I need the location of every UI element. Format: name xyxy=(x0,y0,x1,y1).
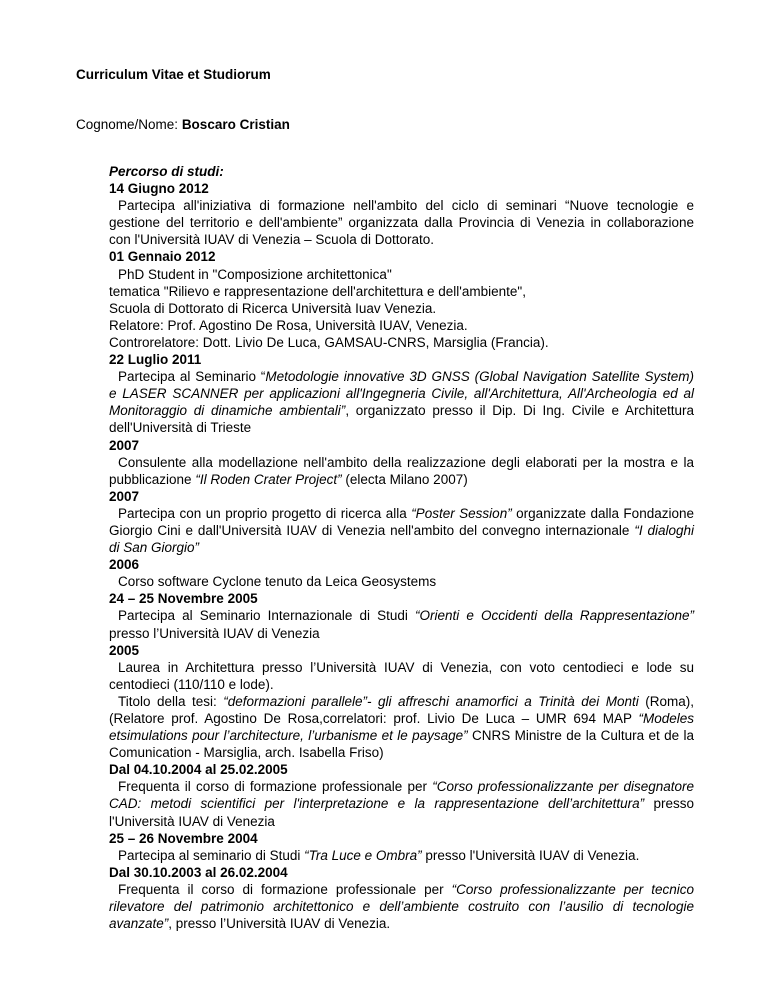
entry-text: Relatore: Prof. Agostino De Rosa, Università IUAV, Venezia. xyxy=(109,317,468,333)
entry-text-part: (Roma), (Relatore prof. Agostino De Rosa,correlatori: prof. Livio De Luca – UMR 694 MAP xyxy=(109,693,695,726)
entry-text: PhD Student in "Composizione architettonica" xyxy=(118,266,392,282)
entry-date: 22 Luglio 2011 xyxy=(109,352,202,368)
entry-text-part: (electa Milano 2007) xyxy=(341,471,468,487)
entry-text xyxy=(109,778,694,829)
entry-text: Scuola di Dottorato di Ricerca Università Iuav Venezia. xyxy=(109,300,437,316)
entry-date: 2005 xyxy=(109,642,140,658)
entry-date: 01 Gennaio 2012 xyxy=(109,249,216,265)
entry-date: 24 – 25 Novembre 2005 xyxy=(109,591,258,607)
entry-text-part: presso l'Università IUAV di Venezia xyxy=(109,796,694,829)
entry-text: tematica "Rilievo e rappresentazione dell'architettura e dell'ambiente", xyxy=(109,283,526,299)
entry-text-part: presso l’Università IUAV di Venezia xyxy=(109,625,320,641)
name-label: Cognome/Nome: xyxy=(76,117,182,132)
entry-date: 25 – 26 Novembre 2004 xyxy=(109,830,258,846)
entry-text-part: CNRS Ministre de la Cultura et de la Comunication - Marsiglia, arch. Isabella Friso) xyxy=(109,728,694,761)
entry-text-part: Partecipa al seminario di Studi xyxy=(118,847,305,863)
entry-text xyxy=(109,847,694,864)
entry-title: “Poster Session” xyxy=(411,505,512,521)
entry-text-part: Partecipa al Seminario Internazionale di Studi xyxy=(118,608,415,624)
entry-text-part: Partecipa al Seminario “ xyxy=(118,369,266,385)
entry-title: Metodologie innovative 3D GNSS (Global Navigation Satellite System) e LASER SCANNER per applicazioni all'Ingegneria Civile, all'Architettura, All'Archeologia ed al Monitoraggio di dinamiche ambientali” xyxy=(109,369,694,419)
studies-section xyxy=(109,163,694,932)
entry-title: “Orienti e Occidenti della Rappresentazione” xyxy=(414,608,694,624)
entry-title: “Il Roden Crater Project” xyxy=(195,471,342,487)
entry-text-part: Titolo della tesi: xyxy=(118,693,224,709)
entry-text xyxy=(109,505,694,556)
entry-title: “Corso professionalizzante per tecnico rilevatore del patrimonio architettonico e dell’ambiente costruito con l’ausilio di tecnologie avanzate” xyxy=(109,881,694,932)
entry-title: “Corso professionalizzante per disegnatore CAD: metodi scientifici per l'interpretazione e la rappresentazione dell’architettura” xyxy=(109,779,694,812)
entry-text-part: presso l'Università IUAV di Venezia. xyxy=(421,847,640,863)
entry-title: “Tra Luce e Ombra” xyxy=(304,847,422,863)
entry-text-part: Partecipa con un proprio progetto di ricerca alla xyxy=(118,505,412,521)
entry-text: Corso software Cyclone tenuto da Leica Geosystems xyxy=(118,574,437,590)
lab-title: “Modeles etsimulations pour l’architecture, l’urbanisme et le paysage” xyxy=(109,711,694,744)
entry-text xyxy=(109,881,694,932)
entry-text-part: Frequenta il corso di formazione professionale per xyxy=(118,779,433,795)
name-line xyxy=(76,116,290,134)
entry-text xyxy=(109,607,694,641)
entry-text-part: Frequenta il corso di formazione professionale per xyxy=(118,881,452,897)
entry-date: 2006 xyxy=(109,557,140,573)
entry-date: 14 Giugno 2012 xyxy=(109,181,209,197)
entry-title: “I dialoghi di San Giorgio” xyxy=(109,522,694,556)
document-title: Curriculum Vitae et Studiorum xyxy=(76,67,271,82)
entry-text-part: organizzate dalla Fondazione Giorgio Cini e dall'Università IUAV di Venezia nell'ambito del convegno internazionale xyxy=(109,505,694,538)
entry-date: 2007 xyxy=(109,437,140,453)
entry-text xyxy=(109,368,694,436)
entry-text xyxy=(109,454,694,488)
entry-date: Dal 30.10.2003 al 26.02.2004 xyxy=(109,864,288,880)
studies-heading: Percorso di studi: xyxy=(109,164,224,179)
entry-text-part: , presso l’Università IUAV di Venezia. xyxy=(168,916,391,932)
entry-date: 2007 xyxy=(109,488,140,504)
entry-text-part: , organizzato presso il Dip. Di Ing. Civile e Architettura dell'Università di Trieste xyxy=(109,403,695,436)
thesis-title: “deformazioni parallele”- gli affreschi anamorfici a Trinità dei Monti xyxy=(223,693,639,709)
entry-text-part: Consulente alla modellazione nell'ambito della realizzazione degli elaborati per la mostra e la pubblicazione xyxy=(109,454,694,487)
entry-date: Dal 04.10.2004 al 25.02.2005 xyxy=(109,762,288,778)
entry-text: Laurea in Architettura presso l’Università IUAV di Venezia, con voto centodieci e lode su centodieci (110/110 e lode). xyxy=(109,659,694,692)
name-value: Boscaro Cristian xyxy=(181,117,290,132)
entry-text: Controrelatore: Dott. Livio De Luca, GAMSAU-CNRS, Marsiglia (Francia). xyxy=(109,334,549,350)
entry-text: Partecipa all'iniziativa di formazione nell'ambito del ciclo di seminari “Nuove tecnologie e gestione del territorio e dell'ambiente” organizzata dalla Provincia di Venezia in collaborazione con l'Università IUAV di Venezia – Scuola di Dottorato. xyxy=(109,198,694,248)
thesis-text xyxy=(109,693,694,761)
